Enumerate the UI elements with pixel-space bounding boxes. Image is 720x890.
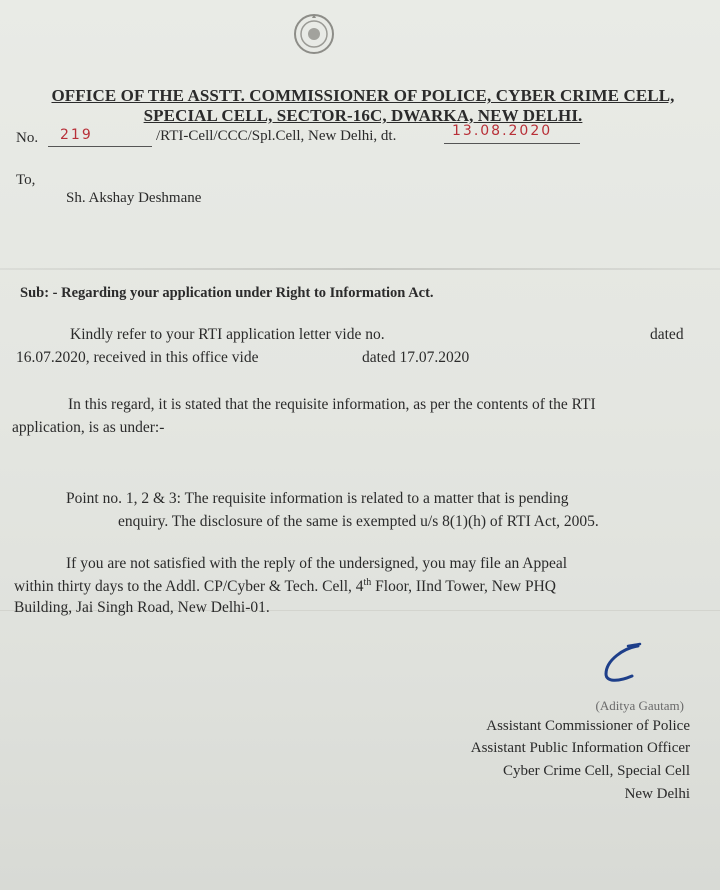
recipient-name: Sh. Akshay Deshmane — [66, 190, 202, 206]
ref-no-value: 219 — [60, 127, 93, 143]
paper-fold — [0, 268, 720, 270]
to-label: To, — [16, 172, 36, 188]
signatory-name: (Aditya Gautam) — [595, 698, 684, 713]
body-para1-line2a: 16.07.2020, received in this office vide — [16, 349, 259, 366]
signatory-title3: Cyber Crime Cell, Special Cell — [502, 763, 690, 779]
appeal-line2 — [14, 577, 556, 596]
office-heading-line2: SPECIAL CELL, SECTOR-16C, DWARKA, NEW DELHI. — [143, 106, 583, 125]
body-para1-line2b: dated 17.07.2020 — [362, 349, 470, 366]
ref-date: 13.08.2020 — [452, 123, 553, 139]
body-para1-dated: dated — [650, 326, 684, 343]
body-para1-line1: Kindly refer to your RTI application letter vide no. — [70, 326, 385, 343]
ref-date-underline — [444, 143, 580, 144]
signature-mark — [598, 640, 668, 690]
body-para2-line2: application, is as under:- — [12, 419, 165, 436]
subject-line: Sub: - Regarding your application under Right to Information Act. — [20, 285, 434, 301]
appeal-superscript: th — [363, 577, 372, 588]
ref-text: /RTI-Cell/CCC/Spl.Cell, New Delhi, dt. — [156, 128, 397, 144]
point-line1: Point no. 1, 2 & 3: The requisite information is related to a matter that is pending — [66, 490, 569, 507]
appeal-line2-post: Floor, IInd Tower, New PHQ — [371, 578, 556, 596]
ref-no-label: No. — [16, 130, 39, 146]
appeal-line3: Building, Jai Singh Road, New Delhi-01. — [14, 599, 270, 616]
appeal-line1: If you are not satisfied with the reply of the undersigned, you may file an Appeal — [66, 555, 568, 572]
signatory-title1: Assistant Commissioner of Police — [486, 718, 690, 734]
body-para2-line1: In this regard, it is stated that the requisite information, as per the contents of the RTI — [68, 396, 596, 413]
signatory-city: New Delhi — [624, 786, 690, 802]
signatory-title2: Assistant Public Information Officer — [470, 740, 690, 756]
office-heading-line1: OFFICE OF THE ASSTT. COMMISSIONER OF POLICE, CYBER CRIME CELL, — [51, 86, 675, 105]
appeal-line2-pre: within thirty days to the Addl. CP/Cyber & Tech. Cell, 4 — [14, 578, 364, 596]
police-emblem-icon — [292, 12, 336, 56]
ref-no-underline — [48, 146, 152, 147]
point-line2: enquiry. The disclosure of the same is exempted u/s 8(1)(h) of RTI Act, 2005. — [118, 513, 599, 530]
